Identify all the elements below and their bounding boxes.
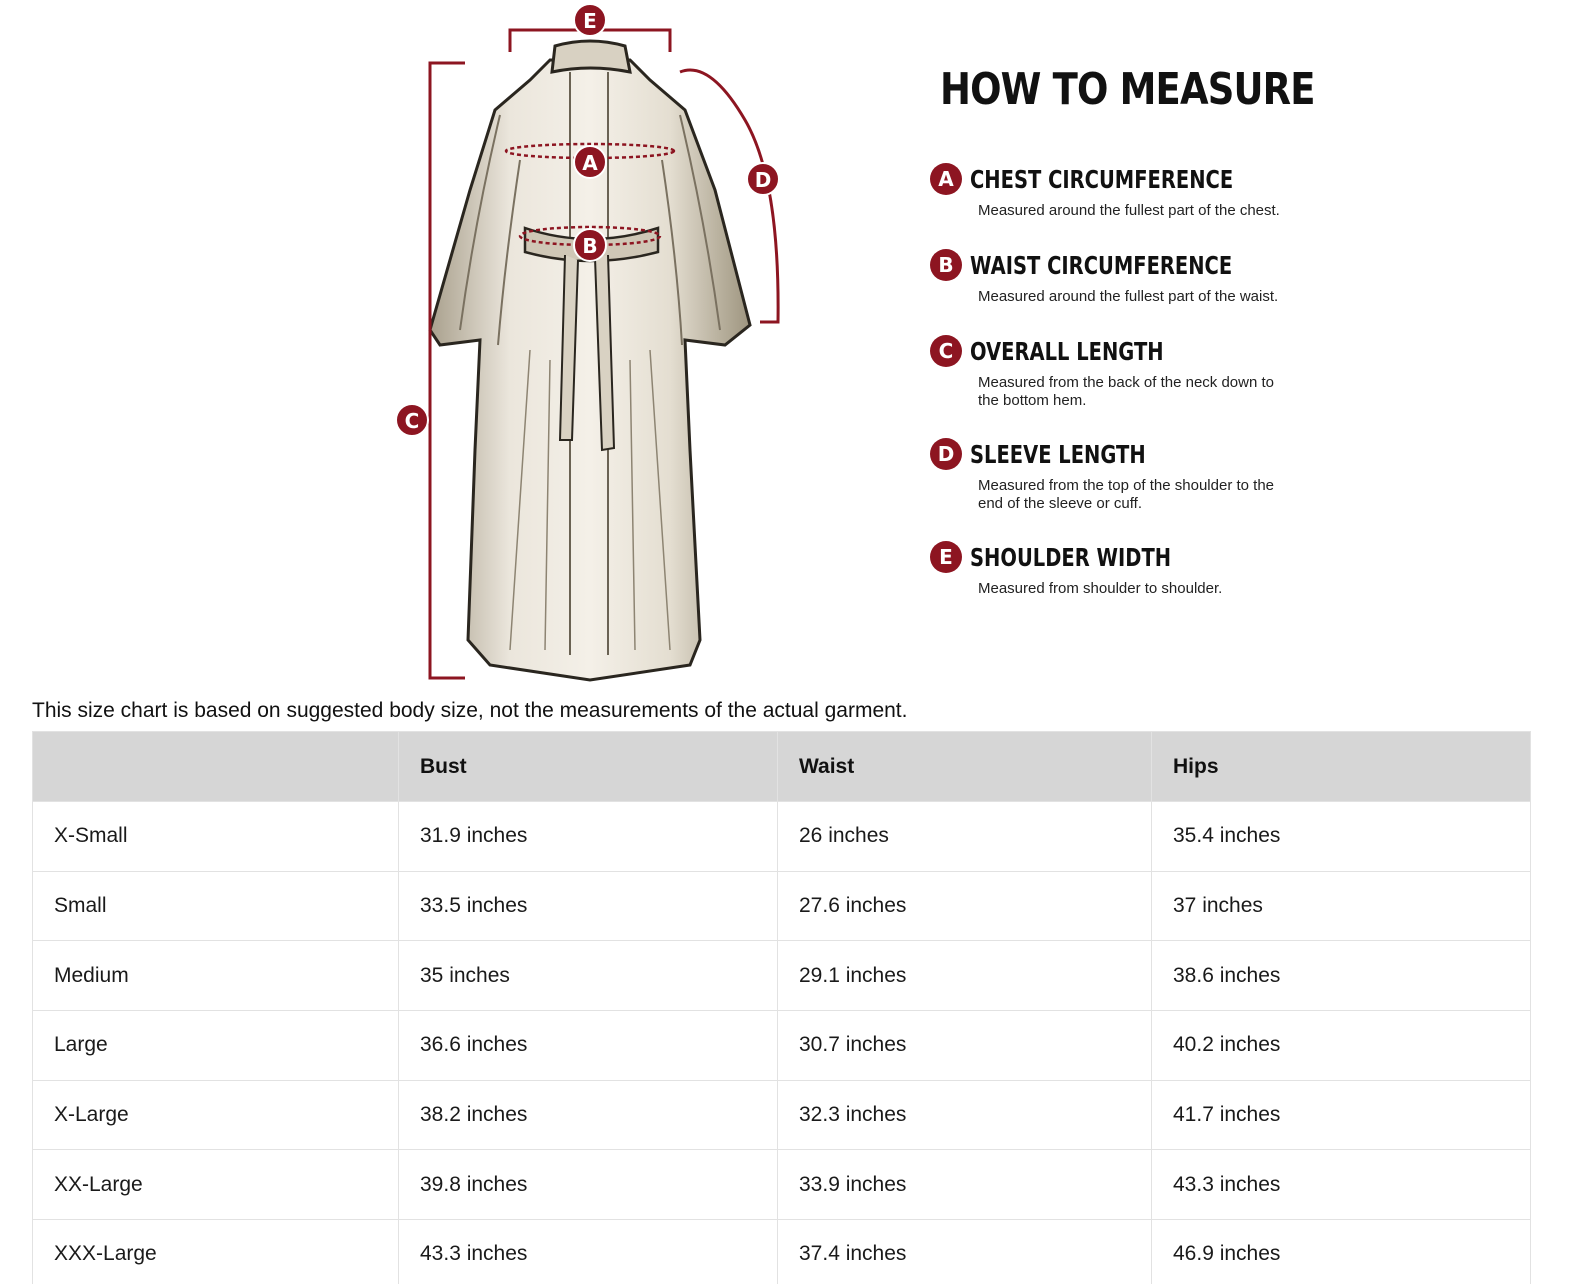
robe-illustration: [380, 0, 820, 690]
cell-size: Small: [33, 871, 399, 941]
header-waist: Waist: [778, 732, 1152, 802]
cell-waist: 33.9 inches: [778, 1150, 1152, 1220]
measure-item-chest: [930, 162, 1330, 220]
measure-item-shoulder: [930, 540, 1330, 598]
table-row: [33, 1080, 1531, 1150]
measure-description: Measured from the back of the neck down to the bottom hem.: [978, 374, 1274, 409]
measure-label: WAIST CIRCUMFERENCE: [970, 250, 1233, 280]
cell-hips: 43.3 inches: [1152, 1150, 1531, 1220]
measure-label: SHOULDER WIDTH: [970, 542, 1172, 572]
cell-size: X-Small: [33, 802, 399, 872]
marker-d: [747, 163, 779, 195]
letter-b-badge: B: [930, 249, 962, 281]
cell-size: XX-Large: [33, 1150, 399, 1220]
measure-description: Measured from the top of the shoulder to the end of the sleeve or cuff.: [978, 477, 1275, 512]
svg-text:C: C: [404, 409, 420, 433]
marker-b: [574, 229, 606, 261]
robe-diagram: [380, 0, 820, 690]
cell-hips: 35.4 inches: [1152, 802, 1531, 872]
cell-bust: 38.2 inches: [399, 1080, 778, 1150]
measure-label: OVERALL LENGTH: [970, 336, 1164, 366]
letter-c-badge: C: [930, 335, 962, 367]
svg-text:E: E: [583, 9, 597, 33]
measure-label: SLEEVE LENGTH: [970, 439, 1146, 469]
cell-hips: 37 inches: [1152, 871, 1531, 941]
table-row: [33, 802, 1531, 872]
header-hips: Hips: [1152, 732, 1531, 802]
letter-e-badge: E: [930, 541, 962, 573]
measure-item-sleeve: [930, 437, 1330, 513]
measure-description: Measured from shoulder to shoulder.: [978, 580, 1223, 597]
cell-bust: 35 inches: [399, 941, 778, 1011]
cell-bust: 31.9 inches: [399, 802, 778, 872]
measure-item-length: [930, 334, 1330, 410]
marker-c: [396, 404, 428, 436]
letter-d-badge: D: [930, 438, 962, 470]
robe-collar: [552, 41, 630, 72]
cell-waist: 26 inches: [778, 802, 1152, 872]
cell-size: XXX-Large: [33, 1220, 399, 1284]
cell-waist: 32.3 inches: [778, 1080, 1152, 1150]
svg-text:B: B: [582, 234, 598, 258]
cell-waist: 37.4 inches: [778, 1220, 1152, 1284]
measure-description: Measured around the fullest part of the chest.: [978, 202, 1280, 219]
cell-bust: 43.3 inches: [399, 1220, 778, 1284]
measure-label: CHEST CIRCUMFERENCE: [970, 164, 1234, 194]
letter-a-badge: A: [930, 163, 962, 195]
svg-text:D: D: [754, 168, 772, 192]
measure-item-waist: [930, 248, 1330, 306]
cell-bust: 33.5 inches: [399, 871, 778, 941]
cell-size: X-Large: [33, 1080, 399, 1150]
size-table: [32, 731, 1531, 1284]
cell-size: Large: [33, 1011, 399, 1081]
cell-waist: 27.6 inches: [778, 871, 1152, 941]
header-size: [33, 732, 399, 802]
size-chart-note: This size chart is based on suggested body size, not the measurements of the actual garment.: [32, 699, 908, 722]
cell-bust: 36.6 inches: [399, 1011, 778, 1081]
measure-description: Measured around the fullest part of the waist.: [978, 288, 1279, 305]
marker-a: [574, 146, 606, 178]
how-to-measure-panel: [930, 64, 1350, 597]
header-bust: Bust: [399, 732, 778, 802]
cell-waist: 30.7 inches: [778, 1011, 1152, 1081]
cell-bust: 39.8 inches: [399, 1150, 778, 1220]
table-row: [33, 1220, 1531, 1284]
table-row: [33, 1011, 1531, 1081]
cell-hips: 41.7 inches: [1152, 1080, 1531, 1150]
cell-hips: 46.9 inches: [1152, 1220, 1531, 1284]
cell-size: Medium: [33, 941, 399, 1011]
table-header-row: [33, 732, 1531, 802]
table-row: [33, 1150, 1531, 1220]
cell-hips: 40.2 inches: [1152, 1011, 1531, 1081]
how-to-measure-title: HOW TO MEASURE: [940, 64, 1315, 115]
table-row: [33, 871, 1531, 941]
svg-text:A: A: [582, 151, 598, 175]
cell-hips: 38.6 inches: [1152, 941, 1531, 1011]
cell-waist: 29.1 inches: [778, 941, 1152, 1011]
table-row: [33, 941, 1531, 1011]
marker-e: [574, 4, 606, 36]
